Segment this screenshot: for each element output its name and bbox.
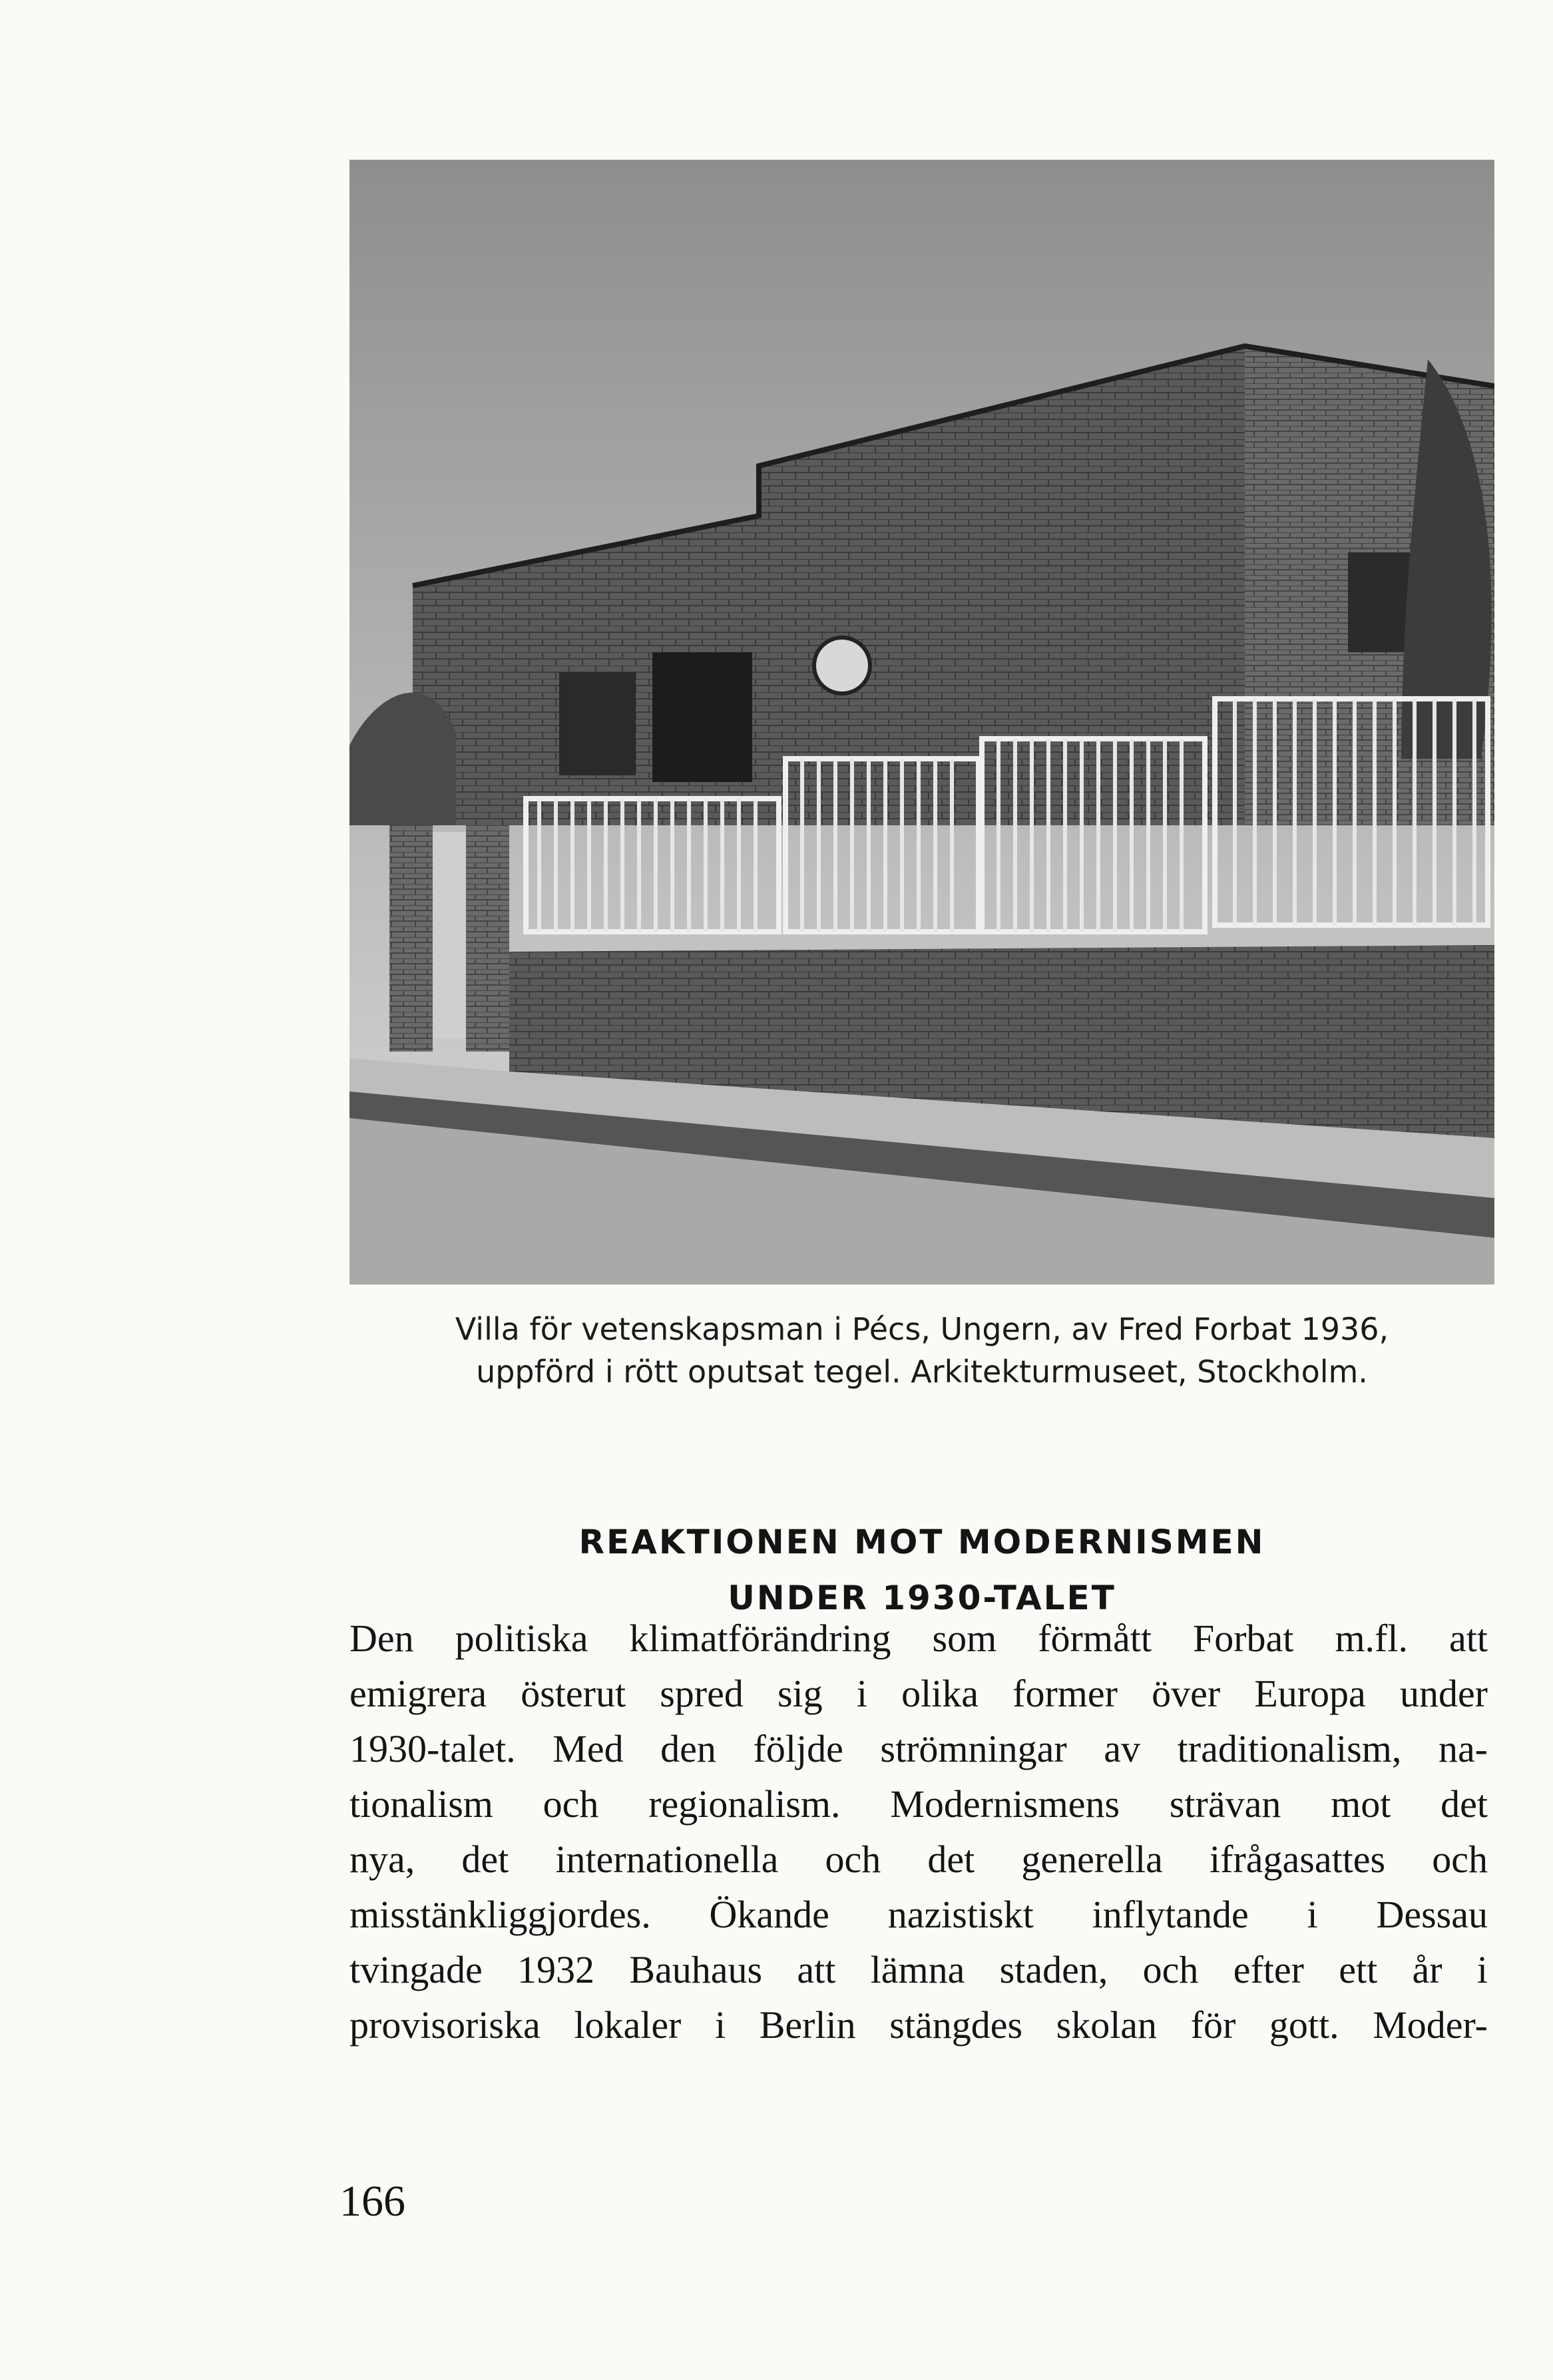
villa-photo-illustration [349, 160, 1494, 1285]
body-line: tionalism och regionalism. Modernismens strävan mot det [349, 1782, 1488, 1826]
body-line: emigrera österut spred sig i olika former över Europa under [349, 1672, 1488, 1715]
caption-line-2: uppförd i rött oputsat tegel. Arkitekturmuseet, Stockholm. [476, 1354, 1368, 1390]
body-paragraph [349, 1611, 1488, 2053]
section-heading [349, 1514, 1494, 1626]
villa-photo [349, 160, 1494, 1285]
body-line: Den politiska klimatförändring som förmått Forbat m.fl. att [349, 1617, 1488, 1660]
heading-line-2: UNDER 1930-TALET [728, 1579, 1116, 1617]
heading-line-1: REAKTIONEN MOT MODERNISMEN [578, 1523, 1265, 1561]
caption-line-1: Villa för vetenskapsman i Pécs, Ungern, av Fred Forbat 1936, [455, 1311, 1389, 1347]
page-number: 166 [339, 2177, 405, 2226]
body-line: nya, det internationella och det generella ifrågasattes och [349, 1838, 1488, 1881]
body-line: misstänkliggjordes. Ökande nazistiskt inflytande i Dessau [349, 1893, 1488, 1936]
body-line: 1930-talet. Med den följde strömningar av traditionalism, na- [349, 1727, 1488, 1770]
photo-caption [349, 1308, 1494, 1393]
body-line: provisoriska lokaler i Berlin stängdes skolan för gott. Moder- [349, 2003, 1488, 2047]
body-line: tvingade 1932 Bauhaus att lämna staden, och efter ett år i [349, 1948, 1488, 1991]
